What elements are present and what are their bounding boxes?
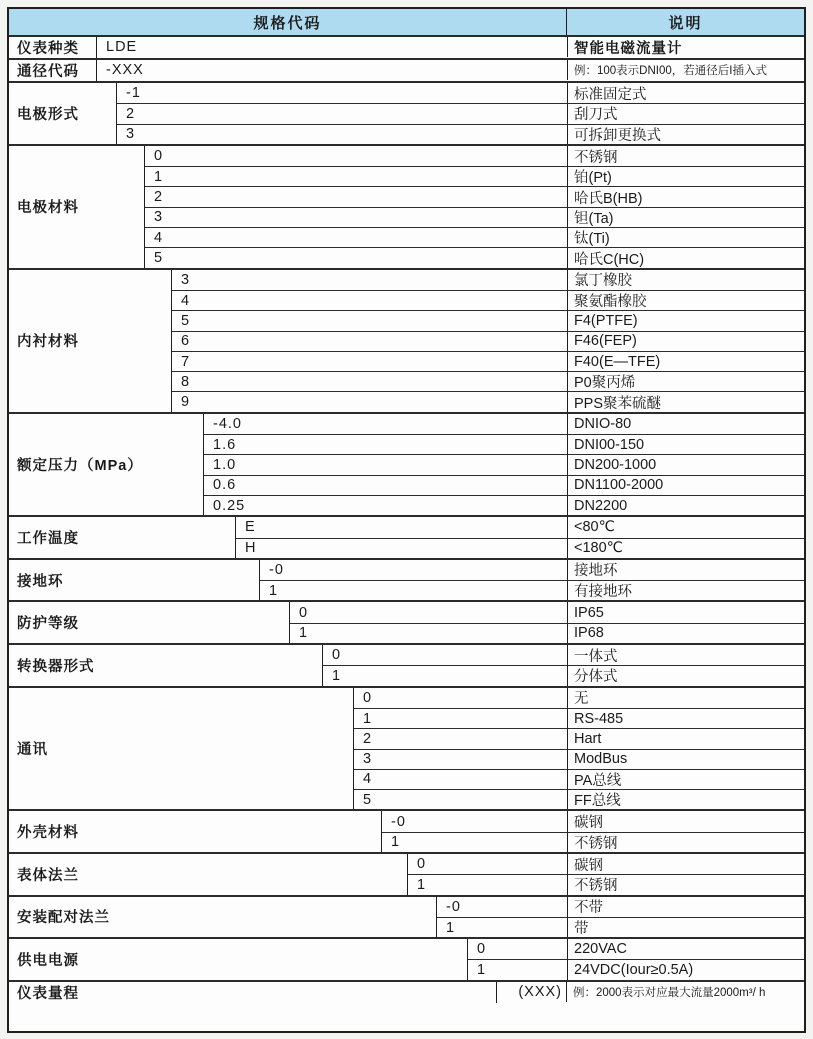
table-row	[437, 917, 804, 937]
option-code: 0	[477, 941, 487, 958]
option-description: FF总线	[567, 790, 804, 809]
option-description: Hart	[567, 729, 804, 748]
section-label: 防护等级	[9, 602, 290, 643]
table-row	[204, 475, 804, 495]
option-description: 接地环	[567, 560, 804, 580]
section-label: 通讯	[9, 688, 354, 810]
table-row	[323, 665, 804, 685]
option-code: -1	[126, 85, 141, 102]
option-code: 0	[417, 856, 427, 873]
section-rows	[204, 414, 804, 515]
option-code: -XXX	[106, 62, 144, 79]
option-description: 钛(Ti)	[567, 228, 804, 247]
table-row	[290, 602, 804, 622]
option-code: 4	[154, 229, 164, 246]
table-row	[354, 749, 804, 769]
option-code: 3	[363, 751, 373, 768]
option-description: 可拆卸更换式	[567, 125, 804, 144]
option-description: 不带	[567, 897, 804, 917]
table-row	[260, 580, 804, 600]
option-code: (XXX)	[518, 983, 562, 1000]
section-label: 通径代码	[9, 60, 97, 81]
table-row	[145, 227, 804, 247]
section-rows	[354, 688, 804, 810]
table-section	[9, 144, 804, 268]
section-rows	[468, 939, 804, 980]
table-row	[204, 454, 804, 474]
option-code: 1	[417, 876, 427, 893]
option-code: -4.0	[213, 415, 242, 432]
option-code: 1	[269, 582, 279, 599]
table-row	[145, 166, 804, 186]
section-rows	[117, 83, 804, 144]
option-description: 不锈钢	[567, 833, 804, 852]
section-rows	[260, 560, 804, 601]
option-code: 1	[332, 667, 342, 684]
table-section	[9, 895, 804, 938]
option-description: ModBus	[567, 750, 804, 769]
section-rows	[408, 854, 804, 895]
section-rows	[497, 982, 804, 1003]
section-label: 电极材料	[9, 146, 145, 268]
table-section	[9, 268, 804, 412]
table-section	[9, 81, 804, 144]
table-row	[382, 832, 804, 852]
section-label: 工作温度	[9, 517, 236, 558]
option-description: 分体式	[567, 666, 804, 685]
table-row	[497, 982, 804, 1002]
option-code: 2	[154, 189, 164, 206]
option-code: -0	[446, 898, 461, 915]
option-code: -0	[269, 561, 284, 578]
option-code: 2	[363, 730, 373, 747]
table-row	[290, 623, 804, 643]
option-description: 220VAC	[567, 939, 804, 959]
option-code: 1	[299, 625, 309, 642]
option-description: 铂(Pt)	[567, 167, 804, 186]
section-rows	[382, 811, 804, 852]
table-row	[437, 897, 804, 917]
table-row	[97, 60, 804, 80]
table-row	[468, 939, 804, 959]
option-description: PPS聚苯硫醚	[567, 392, 804, 411]
option-code: H	[245, 540, 257, 557]
option-description: 不锈钢	[567, 146, 804, 166]
option-code: 6	[181, 333, 191, 350]
section-rows	[437, 897, 804, 938]
option-description: 碳钢	[567, 811, 804, 831]
section-label: 仪表量程	[9, 982, 497, 1003]
table-row	[468, 959, 804, 979]
table-row	[172, 351, 804, 371]
header-description: 说明	[668, 14, 703, 32]
table-row	[323, 645, 804, 665]
option-description: 例：2000表示对应最大流量2000m³/ h	[566, 982, 803, 1002]
option-description: 24VDC(Iour≥0.5A)	[567, 960, 804, 979]
option-description: 标准固定式	[567, 83, 804, 103]
option-code: 1	[477, 962, 487, 979]
option-code: 5	[154, 250, 164, 267]
table-section	[9, 558, 804, 601]
table-row	[354, 688, 804, 708]
option-code: 2	[126, 105, 136, 122]
option-description: 带	[567, 918, 804, 937]
table-row	[145, 247, 804, 267]
option-code: 0	[154, 148, 164, 165]
option-description: 碳钢	[567, 854, 804, 874]
table-row	[117, 103, 804, 123]
table-section	[9, 937, 804, 980]
section-label: 供电电源	[9, 939, 468, 980]
option-description: F40(E—TFE)	[567, 352, 804, 371]
option-code: 3	[154, 209, 164, 226]
option-description: 氯丁橡胶	[567, 270, 804, 290]
table-row	[172, 310, 804, 330]
option-description: 一体式	[567, 645, 804, 665]
option-code: 0	[299, 604, 309, 621]
option-code: 0.6	[213, 477, 237, 494]
table-row	[204, 495, 804, 515]
option-description: PA总线	[567, 770, 804, 789]
table-section	[9, 686, 804, 810]
option-code: 3	[181, 271, 191, 288]
spec-code-table	[7, 7, 806, 1033]
option-description: 哈氏C(HC)	[567, 248, 804, 267]
option-description: 不锈钢	[567, 875, 804, 894]
table-section	[9, 600, 804, 643]
option-code: 1	[446, 919, 456, 936]
table-row	[145, 146, 804, 166]
table-header-row	[9, 9, 804, 35]
option-code: 1.0	[213, 456, 237, 473]
option-code: 3	[126, 126, 136, 143]
table-row	[172, 290, 804, 310]
table-section	[9, 980, 804, 1003]
table-section	[9, 852, 804, 895]
table-row	[354, 789, 804, 809]
section-rows	[290, 602, 804, 643]
section-label: 电极形式	[9, 83, 117, 144]
section-rows	[172, 270, 804, 412]
table-row	[117, 83, 804, 103]
option-code: 4	[181, 292, 191, 309]
table-row	[97, 37, 804, 57]
option-code: 7	[181, 353, 191, 370]
option-description: DN200-1000	[567, 455, 804, 474]
option-description: 钽(Ta)	[567, 208, 804, 227]
option-description: F4(PTFE)	[567, 311, 804, 330]
option-description: IP65	[567, 602, 804, 622]
table-row	[204, 414, 804, 434]
table-section	[9, 412, 804, 515]
option-code: 0	[332, 647, 342, 664]
option-code: 1	[363, 710, 373, 727]
option-code: 8	[181, 373, 191, 390]
section-label: 仪表种类	[9, 37, 97, 58]
section-rows	[323, 645, 804, 686]
table-section	[9, 35, 804, 58]
option-description: 有接地环	[567, 581, 804, 600]
table-section	[9, 515, 804, 558]
option-code: 1	[154, 168, 164, 185]
option-code: 0.25	[213, 497, 246, 514]
option-code: 5	[181, 312, 191, 329]
option-description: P0聚丙烯	[567, 372, 804, 391]
table-row	[117, 124, 804, 144]
header-spec-code: 规格代码	[9, 9, 567, 35]
table-row	[260, 560, 804, 580]
option-description: 智能电磁流量计	[567, 37, 804, 57]
option-description: 哈氏B(HB)	[567, 187, 804, 206]
table-row	[354, 769, 804, 789]
option-description: DNI00-150	[567, 435, 804, 454]
table-section	[9, 809, 804, 852]
table-row	[236, 538, 804, 558]
table-row	[172, 371, 804, 391]
option-code: 0	[363, 689, 373, 706]
option-description: 聚氨酯橡胶	[567, 291, 804, 310]
table-body	[9, 35, 804, 1003]
option-description: DNIO-80	[567, 414, 804, 434]
table-row	[145, 207, 804, 227]
table-row	[354, 728, 804, 748]
section-rows	[236, 517, 804, 558]
option-description: <180℃	[567, 539, 804, 558]
table-row	[204, 434, 804, 454]
option-code: E	[245, 519, 256, 536]
option-code: 1	[391, 834, 401, 851]
table-row	[408, 874, 804, 894]
section-label: 安装配对法兰	[9, 897, 437, 938]
section-label: 表体法兰	[9, 854, 408, 895]
table-row	[382, 811, 804, 831]
table-row	[145, 186, 804, 206]
section-rows	[145, 146, 804, 268]
option-code: 4	[363, 771, 373, 788]
table-section	[9, 643, 804, 686]
option-description: 刮刀式	[567, 104, 804, 123]
table-row	[354, 708, 804, 728]
table-row	[408, 854, 804, 874]
option-description: IP68	[567, 624, 804, 643]
option-description: F46(FEP)	[567, 332, 804, 351]
option-code: 5	[363, 791, 373, 808]
option-code: -0	[391, 813, 406, 830]
section-label: 内衬材料	[9, 270, 172, 412]
section-label: 接地环	[9, 560, 260, 601]
table-row	[172, 270, 804, 290]
section-rows	[97, 37, 804, 58]
table-row	[172, 391, 804, 411]
option-description: 无	[567, 688, 804, 708]
section-rows	[97, 60, 804, 81]
table-section	[9, 58, 804, 81]
option-code: 1.6	[213, 436, 237, 453]
option-description: DN1100-2000	[567, 476, 804, 495]
option-code: LDE	[106, 39, 138, 56]
option-code: 9	[181, 394, 191, 411]
option-description: <80℃	[567, 517, 804, 537]
section-label: 额定压力（MPa）	[9, 414, 204, 515]
section-label: 外壳材料	[9, 811, 382, 852]
table-row	[236, 517, 804, 537]
option-description: RS-485	[567, 709, 804, 728]
table-row	[172, 331, 804, 351]
section-label: 转换器形式	[9, 645, 323, 686]
option-description: 例：100表示DNI00，若通径后I插入式	[567, 60, 804, 80]
option-description: DN2200	[567, 496, 804, 515]
